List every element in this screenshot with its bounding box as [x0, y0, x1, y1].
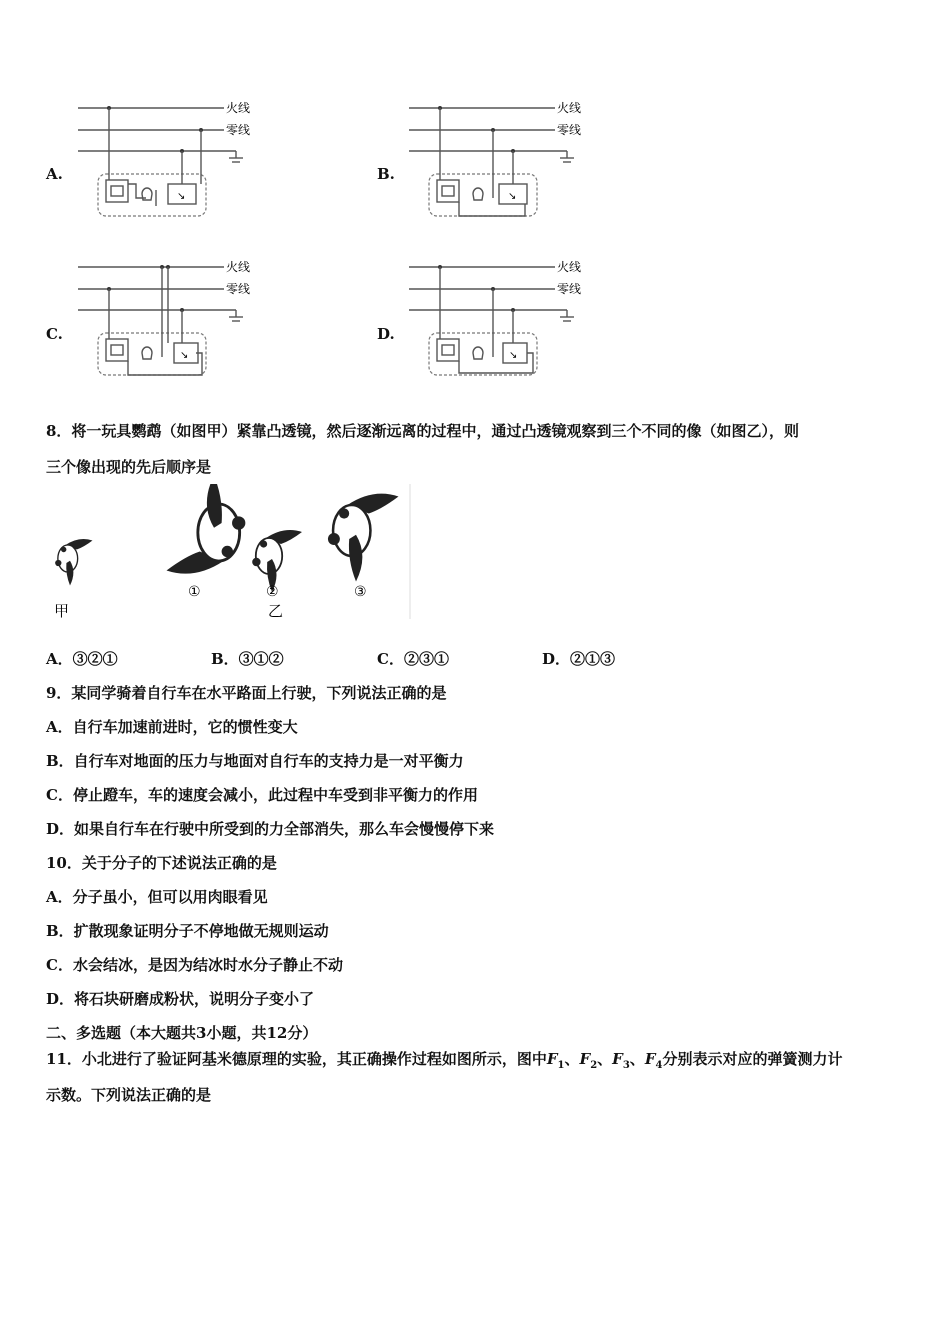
q9-stem: 9．某同学骑着自行车在水平路面上行驶，下列说法正确的是: [46, 684, 447, 702]
force-f4: F: [644, 1050, 656, 1068]
q10-option-c[interactable]: C．水会结冰，是因为结冰时水分子静止不动: [46, 956, 343, 974]
q8-option-d[interactable]: D．②①③: [542, 650, 616, 668]
q10-option-b[interactable]: B．扩散现象证明分子不停地做无规则运动: [46, 922, 329, 940]
q8-parrot-figure: [40, 484, 420, 624]
q9-option-c[interactable]: C．停止蹬车，车的速度会减小，此过程中车受到非平衡力的作用: [46, 786, 478, 804]
sep-1: 、: [564, 1050, 580, 1068]
q11-stem-line2: 示数。下列说法正确的是: [46, 1086, 212, 1104]
svg-text:↘: ↘: [508, 191, 517, 202]
force-f1-sub: 1: [557, 1060, 565, 1071]
q11-stem-post: 分别表示对应的弹簧测力计: [662, 1050, 843, 1068]
q10-stem: 10．关于分子的下述说法正确的是: [46, 854, 277, 872]
q8-option-a[interactable]: A．③②①: [46, 650, 118, 668]
parrot-image-3: [328, 494, 399, 582]
q7-circuit-a: [76, 98, 266, 223]
q7-circuit-b: [407, 98, 597, 223]
q7-option-d-label[interactable]: D.: [377, 325, 395, 343]
live-wire-label: 火线: [226, 260, 251, 274]
svg-text:↘: ↘: [180, 350, 189, 361]
svg-text:↘: ↘: [509, 350, 518, 361]
q9-option-a[interactable]: A．自行车加速前进时，它的惯性变大: [46, 718, 298, 736]
neutral-wire-label: 零线: [226, 123, 251, 137]
q9-option-b[interactable]: B．自行车对地面的压力与地面对自行车的支持力是一对平衡力: [46, 752, 464, 770]
live-wire-label: 火线: [557, 260, 582, 274]
label-jia: 甲: [54, 602, 70, 620]
q11-stem-pre: 11．小北进行了验证阿基米德原理的实验，其正确操作过程如图所示，图中: [46, 1050, 547, 1068]
q8-option-b[interactable]: B．③①②: [211, 650, 284, 668]
force-f3: F: [612, 1050, 623, 1068]
label-image-2: ②: [266, 584, 279, 600]
neutral-wire-label: 零线: [226, 282, 251, 296]
q10-option-d[interactable]: D．将石块研磨成粉状，说明分子变小了: [46, 990, 315, 1008]
q11-stem-line1: [46, 1049, 842, 1076]
sep-3: 、: [629, 1050, 645, 1068]
svg-text:↘: ↘: [177, 191, 186, 202]
neutral-wire-label: 零线: [557, 123, 582, 137]
neutral-wire-label: 零线: [557, 282, 582, 296]
q9-option-d[interactable]: D．如果自行车在行驶中所受到的力全部消失，那么车会慢慢停下来: [46, 820, 495, 838]
q7-option-b-label[interactable]: B.: [377, 165, 395, 183]
label-image-1: ①: [188, 584, 201, 600]
q7-option-c-label[interactable]: C.: [46, 325, 63, 343]
force-f3-sub: 3: [622, 1060, 630, 1071]
q8-option-c[interactable]: C．②③①: [377, 650, 449, 668]
label-image-3: ③: [354, 584, 367, 600]
q8-stem-line2: 三个像出现的先后顺序是: [46, 458, 212, 476]
parrot-image-2: [252, 530, 302, 592]
force-f4-sub: 4: [655, 1060, 663, 1071]
q7-circuit-c: [76, 257, 266, 382]
q8-stem-line1: 8．将一玩具鹦鹉（如图甲）紧靠凸透镜，然后逐渐远离的过程中，通过凸透镜观察到三个不同的像（如图乙），则: [46, 422, 799, 440]
force-f2: F: [579, 1050, 591, 1068]
force-f1: F: [546, 1050, 558, 1068]
sep-2: 、: [597, 1050, 613, 1068]
live-wire-label: 火线: [226, 101, 251, 115]
section-heading: 二、多选题（本大题共3小题，共12分）: [46, 1024, 318, 1042]
q7-circuit-d: [407, 257, 597, 382]
parrot-original: [55, 539, 92, 586]
q7-option-a-label[interactable]: A.: [46, 165, 63, 183]
force-f2-sub: 2: [590, 1060, 598, 1071]
q10-option-a[interactable]: A．分子虽小，但可以用肉眼看见: [46, 888, 268, 906]
label-yi: 乙: [268, 602, 284, 620]
parrot-image-1: [167, 484, 246, 574]
live-wire-label: 火线: [557, 101, 582, 115]
